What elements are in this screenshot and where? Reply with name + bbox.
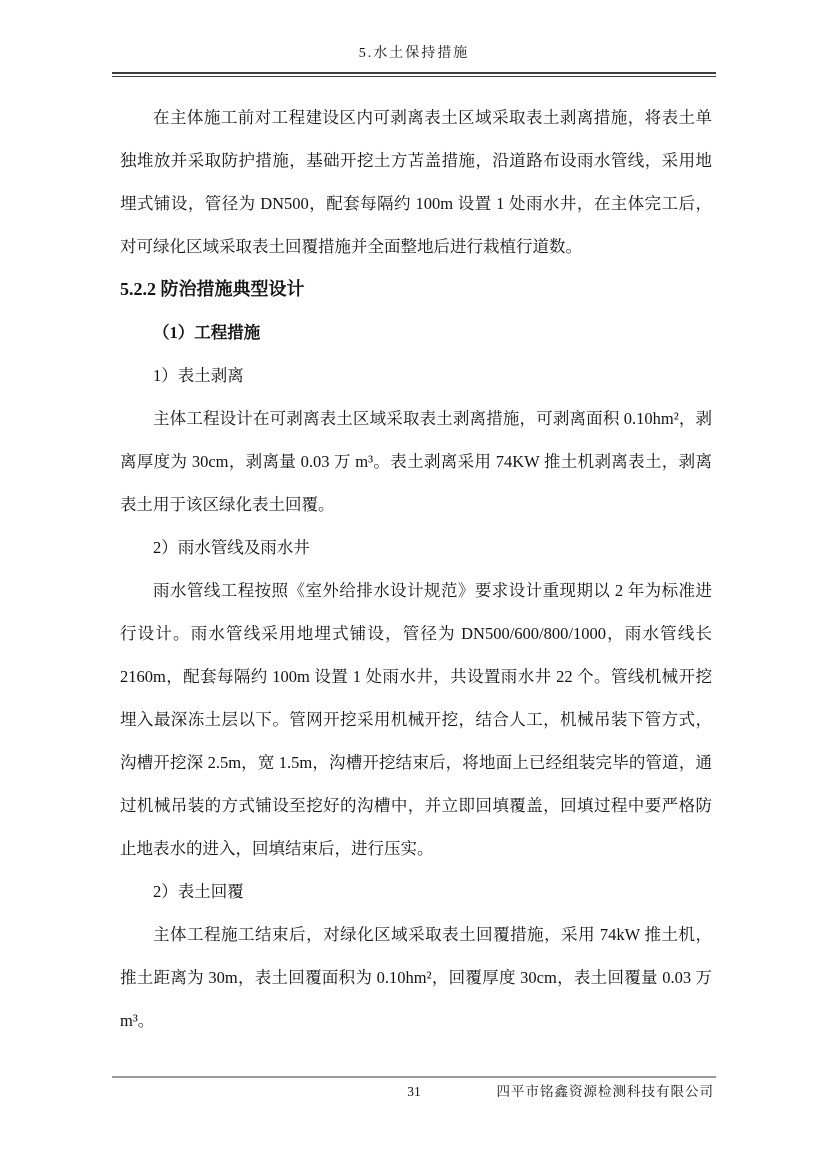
subsection-heading-engineering-measures: （1）工程措施 — [153, 323, 261, 342]
paragraph-topsoil-recover: 主体工程施工结束后，对绿化区域采取表土回覆措施，采用 74kW 推土机，推土距离为 30m，表土回覆面积为 0.10hm²，回覆厚度 30cm，表土回覆量 0.03 万 m³。 — [120, 925, 712, 1030]
header-divider — [112, 72, 716, 77]
paragraph-rainwater-pipeline: 雨水管线工程按照《室外给排水设计规范》要求设计重现期以 2 年为标准进行设计。雨水管线采用地埋式铺设，管径为 DN500/600/800/1000，雨水管线长 2160m，配套每隔约 100m 设置 1 处雨水井，共设置雨水井 22 个。管线机械开挖埋入最深冻土层以下。管网开挖采用机械开挖，结合人工，机械吊装下管方式，沟槽开挖深 2.5m，宽 1.5m，沟槽开挖结束后，将地面上已经组装完毕的管道，通过机械吊装的方式铺设至挖好的沟槽中，并立即回填覆盖，回填过程中要严格防止地表水的进入，回填结束后，进行压实。 — [120, 581, 712, 858]
header-divider-thin-line — [112, 76, 716, 77]
document-body — [120, 96, 712, 1042]
footer-divider — [112, 1076, 716, 1078]
paragraph-topsoil-stripping: 主体工程设计在可剥离表土区域采取表土剥离措施，可剥离面积 0.10hm²，剥离厚度为 30cm，剥离量 0.03 万 m³。表土剥离采用 74KW 推土机剥离表土，剥离表土用于该区绿化表土回覆。 — [120, 409, 712, 514]
intro-paragraph: 在主体施工前对工程建设区内可剥离表土区域采取表土剥离措施，将表土单独堆放并采取防护措施，基础开挖土方苫盖措施，沿道路布设雨水管线，采用地埋式铺设，管径为 DN500，配套每隔约 100m 设置 1 处雨水井，在主体完工后，对可绿化区域采取表土回覆措施并全面整地后进行栽植行道数。 — [120, 108, 712, 256]
page-footer — [112, 1082, 716, 1104]
section-heading-5-2-2: 5.2.2 防治措施典型设计 — [120, 279, 305, 299]
footer-company-name: 四平市铭鑫资源检测科技有限公司 — [496, 1084, 714, 1099]
item-heading-topsoil-recover: 2）表土回覆 — [153, 882, 244, 901]
item-heading-topsoil-stripping: 1）表土剥离 — [153, 366, 244, 385]
page-number: 31 — [407, 1084, 421, 1099]
header-title: 5.水土保持措施 — [358, 46, 470, 61]
page-header — [112, 44, 716, 77]
item-heading-rainwater-pipeline: 2）雨水管线及雨水井 — [153, 538, 310, 557]
